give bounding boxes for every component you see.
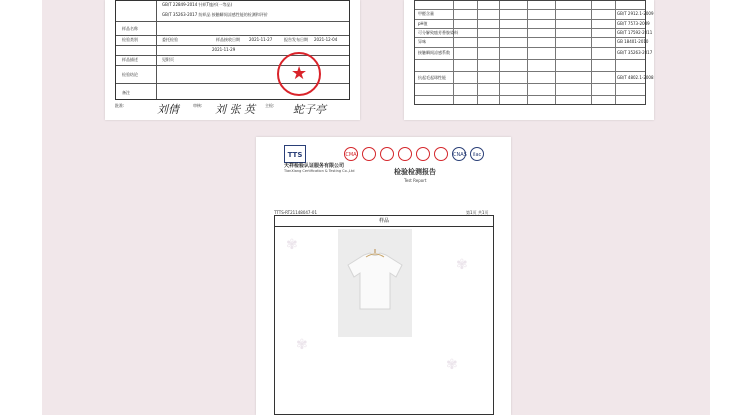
- report-page-summary: [105, 0, 360, 120]
- results-table: [414, 0, 654, 105]
- tshirt-icon: [344, 249, 406, 311]
- sample-name-label: 样品名称: [122, 26, 138, 31]
- test-date: 2021-11-29: [212, 47, 236, 52]
- sample-desc-label: 样品描述: [122, 57, 138, 62]
- ilac-badge-icon: ilac: [470, 147, 484, 161]
- std-pilling: GB/T 4802.1-2008: [617, 75, 654, 80]
- cert-badge-icon: [380, 147, 394, 161]
- std-ph: GB/T 7573-2009: [617, 21, 650, 26]
- approve-label: 批准:: [115, 103, 125, 108]
- cert-badge-icon: [434, 147, 448, 161]
- conclusion-label: 检验结论: [122, 72, 138, 77]
- report-subtitle: Test Report: [404, 178, 427, 183]
- inspector-signature: 蛇子亭: [293, 103, 326, 116]
- report-cover-page: [256, 137, 511, 415]
- tts-logo: TTS: [284, 145, 306, 163]
- watermark-icon: ✾: [456, 257, 468, 273]
- row-pilling: 抗起毛起球性能: [418, 75, 446, 80]
- approver-signature: 刘倩: [157, 103, 179, 116]
- inspector-label: 主检:: [265, 103, 275, 108]
- std-cooling: GB/T 35263-2017: [617, 50, 653, 55]
- category-label: 检验类别: [122, 37, 138, 42]
- company-name: 天祥检验认证服务有限公司: [284, 163, 345, 169]
- company-name-en: TianXiang Certification & Testing Co.,Ltd: [284, 169, 355, 173]
- category-value: 委托检验: [162, 37, 178, 42]
- cert-badge-icon: [362, 147, 376, 161]
- official-seal: [277, 52, 321, 96]
- page-indicator: 第1页 共1页: [466, 210, 489, 215]
- reviewer-signature: 刘 张 英: [215, 103, 255, 116]
- cert-badge-icon: [398, 147, 412, 161]
- standard-line-1: GB/T 22849-2014 针织T恤衫(一等品): [162, 2, 233, 7]
- standard-line-2: GB/T 35263-2017 纺织品 接触瞬间凉感性能的检测和评价: [162, 12, 268, 17]
- cma-badge-icon: CMA: [344, 147, 358, 161]
- sample-photo: [338, 229, 412, 337]
- report-number: TTTS-RT21148047-01: [274, 210, 317, 215]
- certification-logos: [284, 145, 484, 163]
- report-title: 检验检测报告: [394, 168, 436, 176]
- issue-date: 2021-12-04: [314, 37, 338, 42]
- seal-star-icon: ★: [291, 63, 308, 84]
- std-formaldehyde: GB/T 2912.1-2009: [617, 11, 654, 16]
- watermark-icon: ✾: [296, 337, 308, 353]
- row-amines: 可分解致癌芳香胺染料: [418, 30, 458, 35]
- review-label: 审核:: [193, 103, 203, 108]
- row-ph: pH值: [418, 21, 428, 26]
- row-cooling: 接触瞬间凉感系数: [418, 50, 450, 55]
- report-page-results: [404, 0, 654, 120]
- cnas-badge-icon: CNAS: [452, 147, 466, 161]
- std-amines: GB/T 17592-2011: [617, 30, 653, 35]
- issue-label: 报告发布日期: [284, 37, 308, 42]
- row-formaldehyde: 甲醛含量: [418, 11, 434, 16]
- sample-header: 样品: [275, 216, 493, 227]
- remark-label: 备注: [122, 90, 130, 95]
- cert-badge-icon: [416, 147, 430, 161]
- std-odor: GB 18401-2010: [617, 39, 649, 44]
- received-label: 样品接收日期: [216, 37, 240, 42]
- row-odor: 异味: [418, 39, 426, 44]
- watermark-icon: ✾: [286, 237, 298, 253]
- received-date: 2021-11-27: [249, 37, 273, 42]
- watermark-icon: ✾: [446, 357, 458, 373]
- sample-desc-value: 见附页: [162, 57, 174, 62]
